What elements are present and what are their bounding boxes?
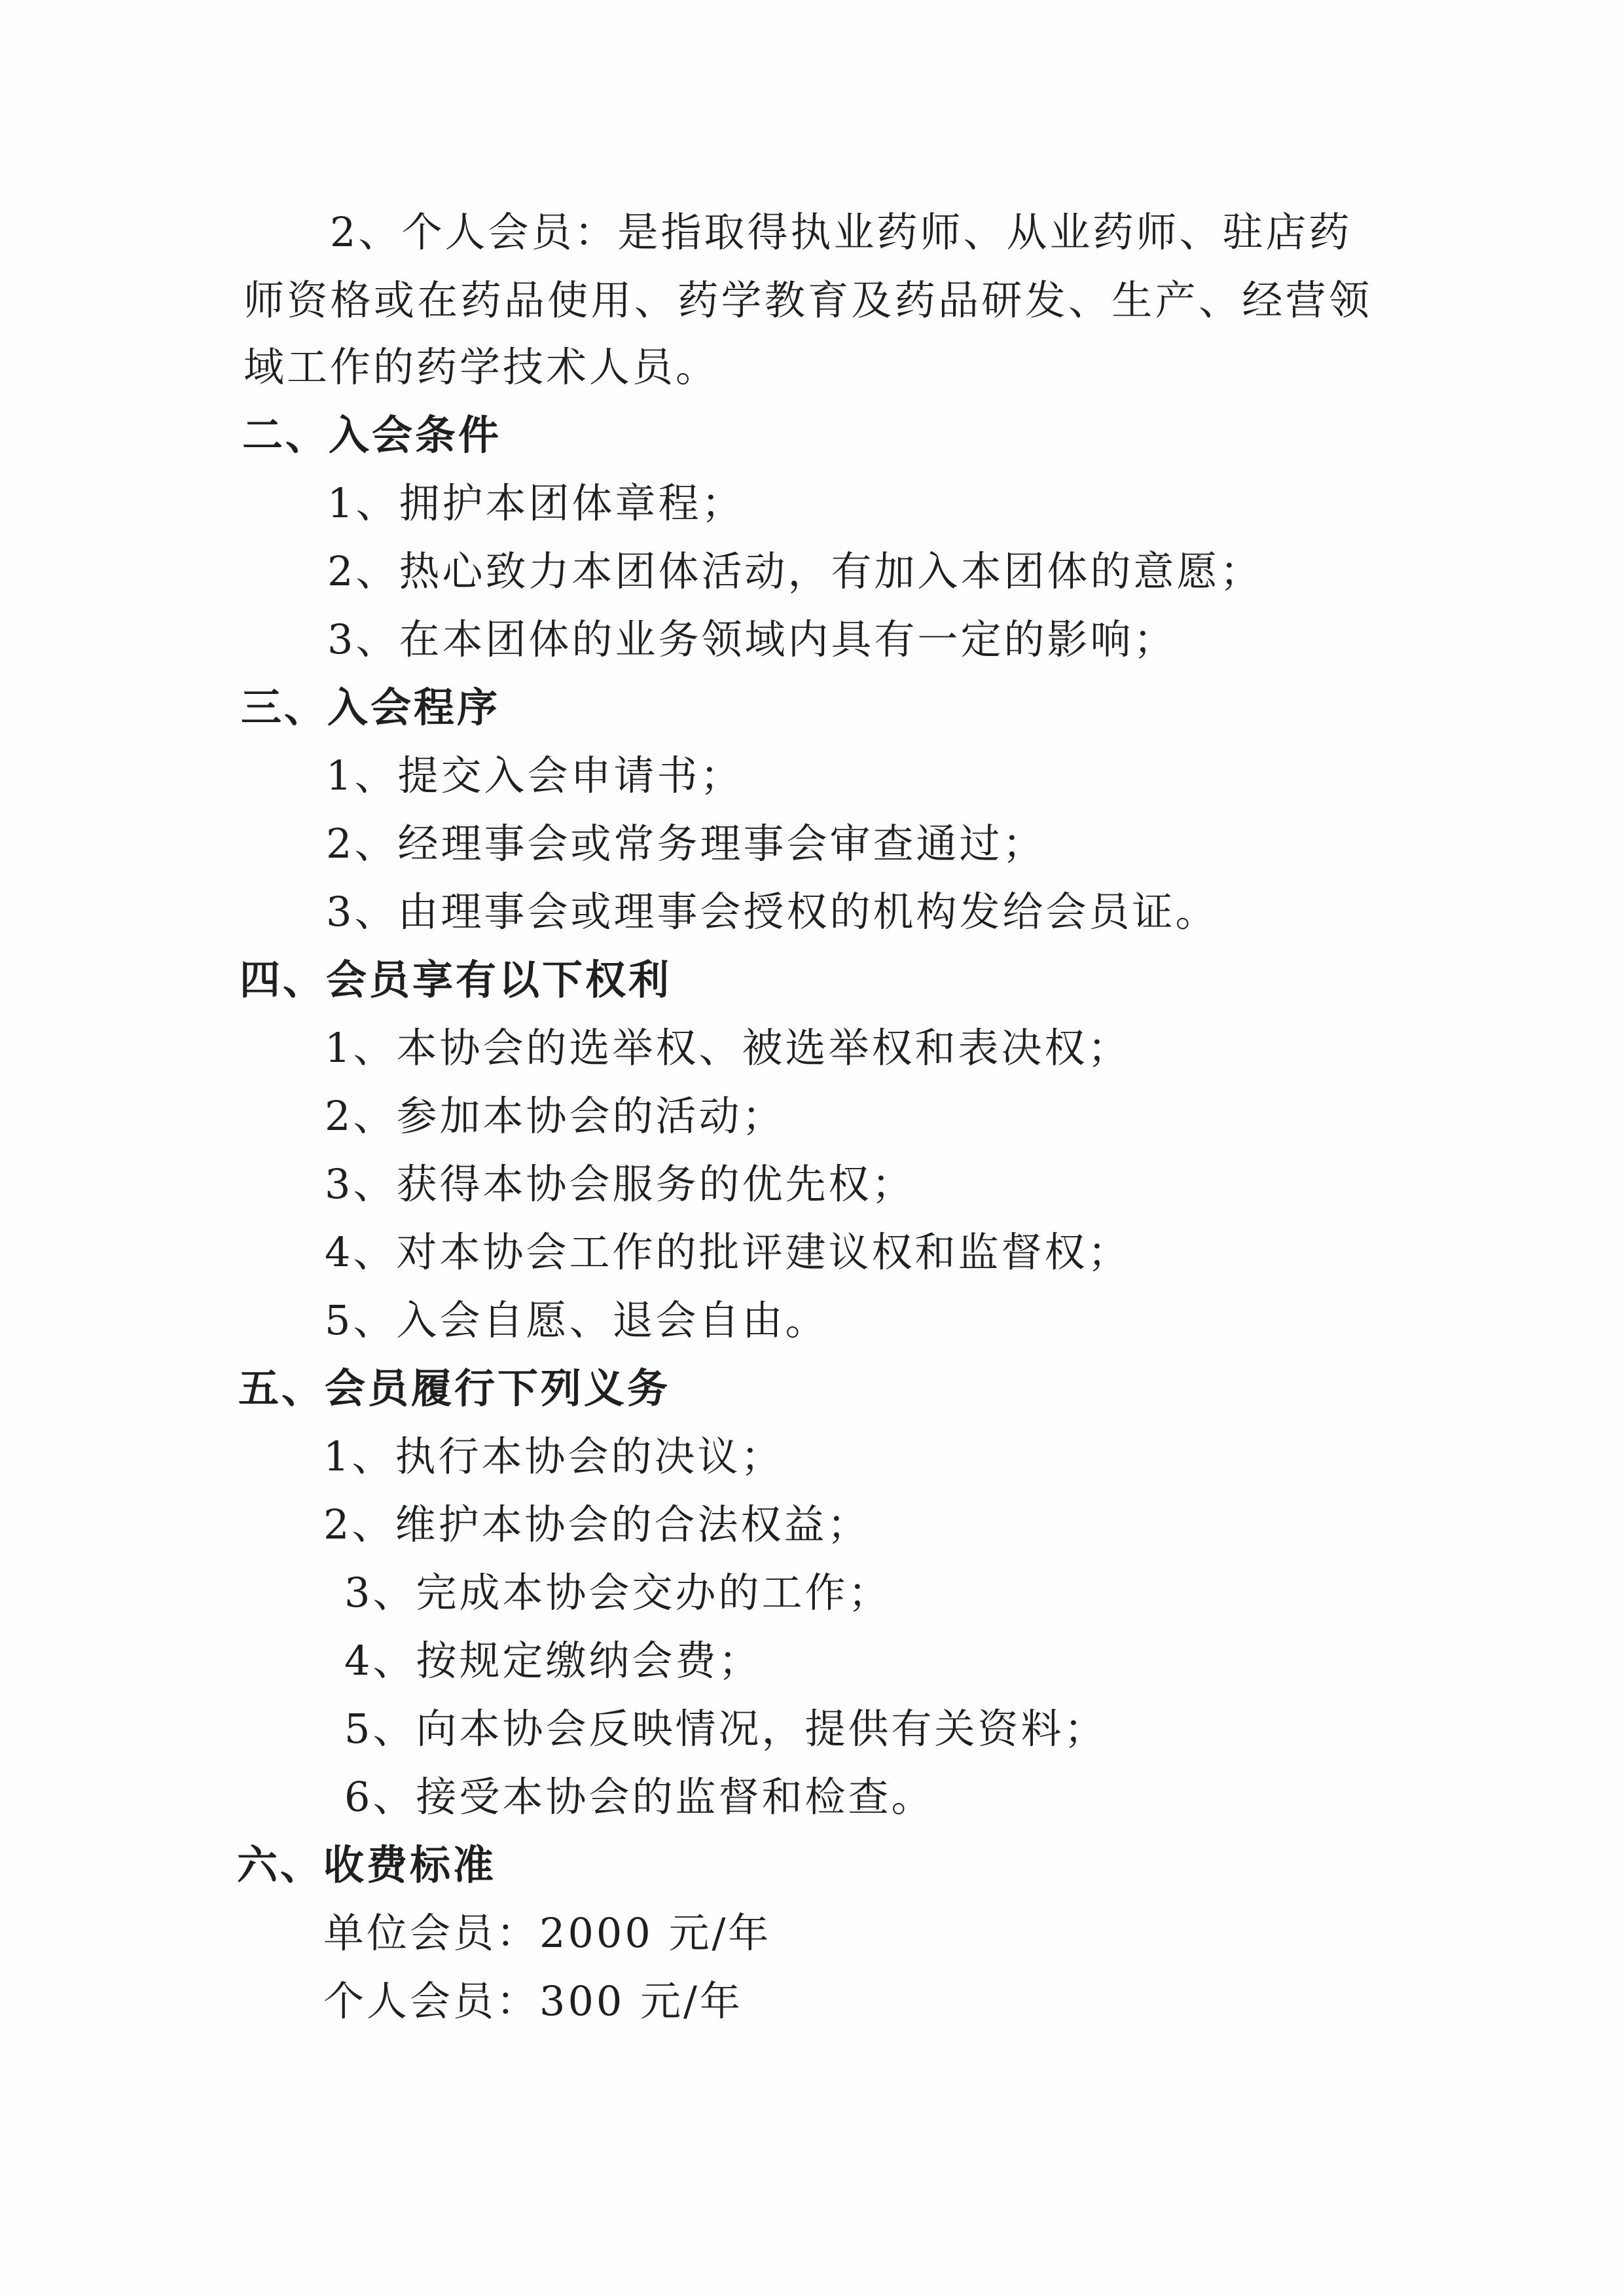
section-3-item-2: 2、经理事会或常务理事会审查通过；	[326, 820, 1046, 867]
intro-line-3: 域工作的药学技术人员。	[244, 343, 719, 391]
section-5-title: 五、会员履行下列义务	[238, 1364, 671, 1412]
section-5-item-1: 1、执行本协会的决议；	[323, 1432, 784, 1480]
section-4-item-5: 5、入会自愿、退会自由。	[325, 1296, 829, 1344]
section-4-item-1: 1、本协会的选举权、被选举权和表决权；	[325, 1024, 1131, 1072]
fee-unit-member: 单位会员：2000 元/年	[323, 1909, 772, 1957]
section-2-item-3: 3、在本团体的业务领域内具有一定的影响；	[327, 615, 1177, 663]
section-4-title: 四、会员享有以下权利	[240, 956, 672, 1004]
section-2-title: 二、入会条件	[242, 411, 502, 459]
section-2-item-2: 2、热心致力本团体活动，有加入本团体的意愿；	[327, 547, 1263, 595]
section-3-item-1: 1、提交入会申请书；	[326, 752, 744, 799]
section-5-item-2: 2、维护本协会的合法权益；	[323, 1501, 871, 1548]
section-4-item-4: 4、对本协会工作的批评建议权和监督权；	[325, 1228, 1131, 1276]
section-5-item-4: 4、按规定缴纳会费；	[344, 1637, 762, 1685]
intro-line-1: 2、个人会员：是指取得执业药师、从业药师、驻店药	[330, 208, 1352, 256]
section-2-item-1: 1、拥护本团体章程；	[327, 479, 745, 527]
section-4-item-3: 3、获得本协会服务的优先权；	[325, 1160, 915, 1208]
section-5-item-3: 3、完成本协会交办的工作；	[344, 1569, 892, 1616]
section-3-item-3: 3、由理事会或理事会授权的机构发给会员证。	[326, 888, 1219, 936]
section-6-title: 六、收费标准	[237, 1841, 497, 1889]
intro-line-2: 师资格或在药品使用、药学教育及药品研发、生产、经营领	[244, 276, 1372, 324]
section-5-item-6: 6、接受本协会的监督和检查。	[344, 1773, 935, 1821]
section-4-item-2: 2、参加本协会的活动；	[325, 1092, 785, 1140]
section-5-item-5: 5、向本协会反映情况，提供有关资料；	[344, 1705, 1108, 1753]
fee-individual-member: 个人会员：300 元/年	[323, 1977, 743, 2025]
section-3-title: 三、入会程序	[241, 683, 501, 731]
